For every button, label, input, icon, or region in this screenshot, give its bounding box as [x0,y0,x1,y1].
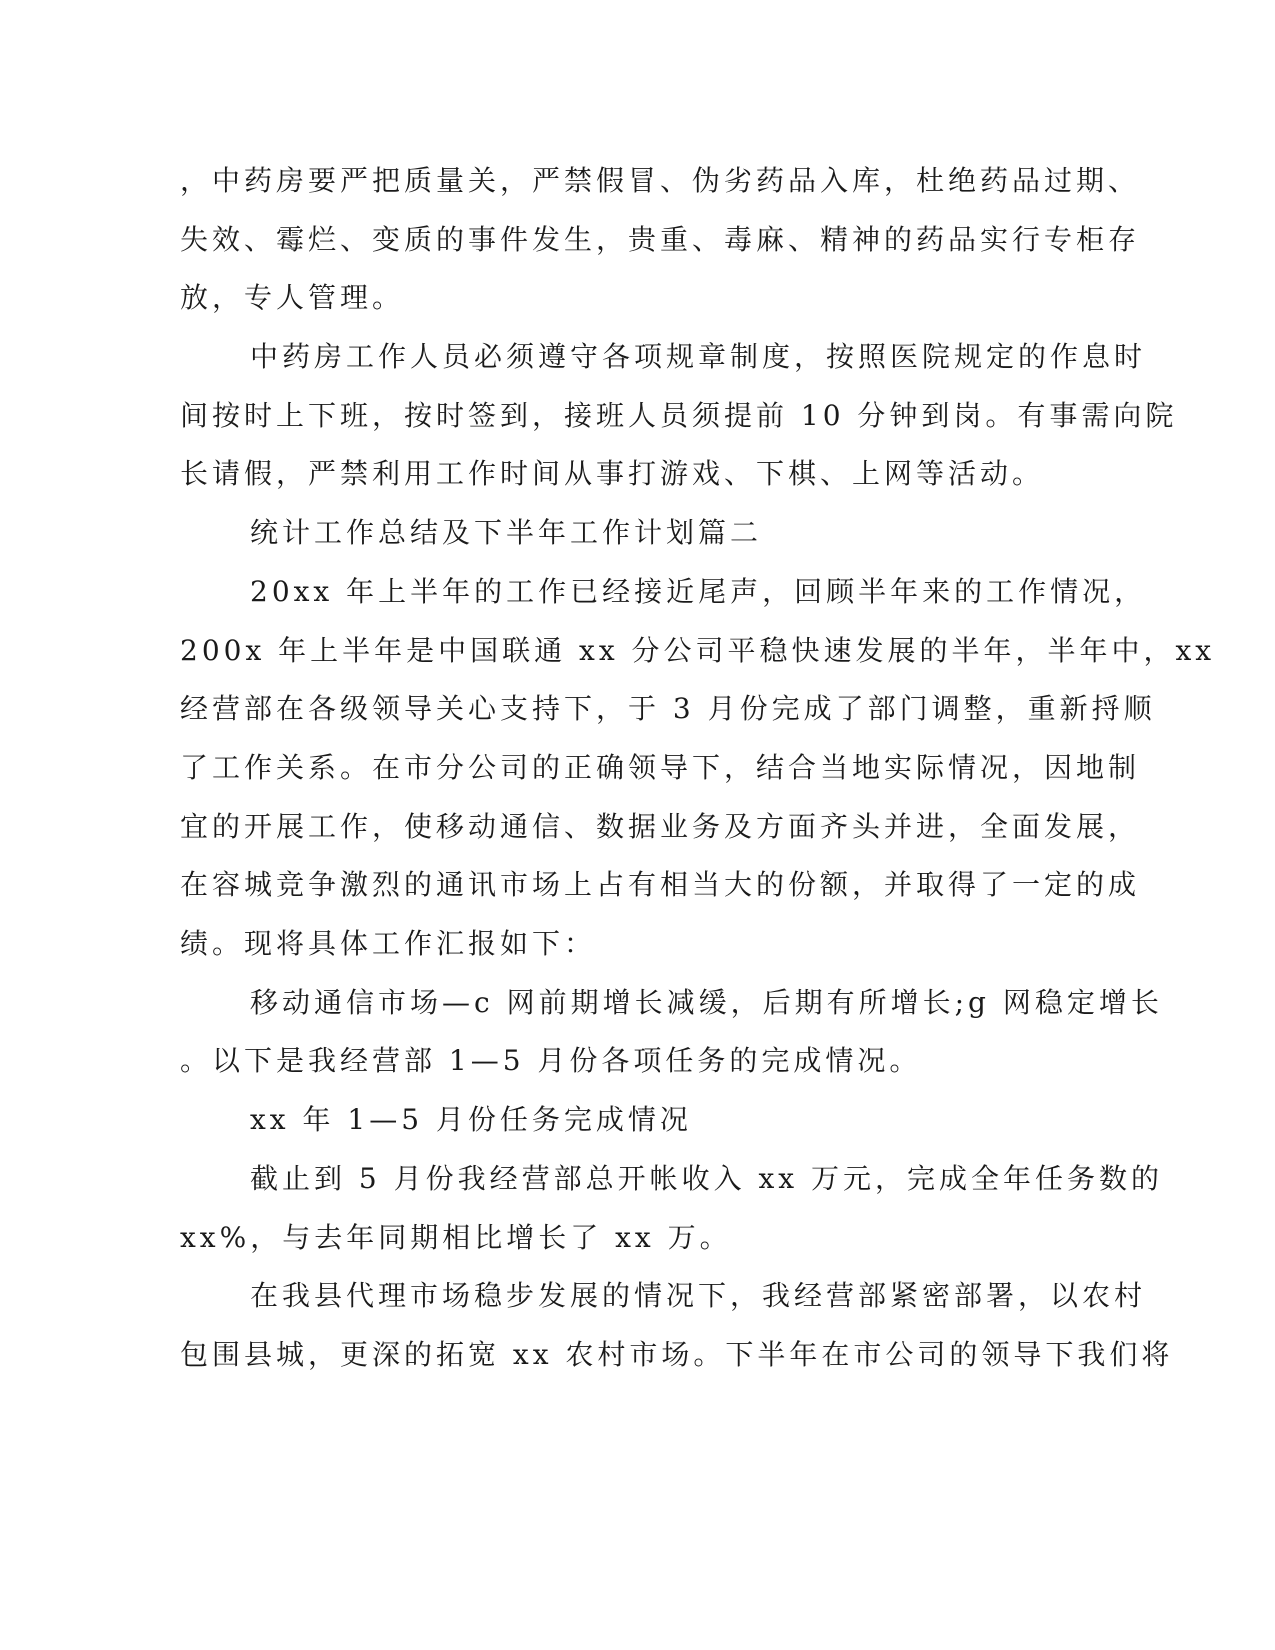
text-line: 在我县代理市场稳步发展的情况下，我经营部紧密部署，以农村 [250,1279,1147,1312]
text-line: 绩。现将具体工作汇报如下： [180,927,597,960]
text-line: 经营部在各级领导关心支持下，于 3 月份完成了部门调整，重新捋顺 [180,692,1156,725]
text-line: 了工作关系。在市分公司的正确领导下，结合当地实际情况，因地制 [180,751,1141,784]
text-line: 200x 年上半年是中国联通 xx 分公司平稳快速发展的半年，半年中，xx [180,634,1216,667]
text-line: xx%，与去年同期相比增长了 xx 万。 [180,1221,732,1254]
text-line: 宜的开展工作，使移动通信、数据业务及方面齐头并进，全面发展， [180,810,1141,843]
text-line: 。以下是我经营部 1—5 月份各项任务的完成情况。 [180,1044,922,1077]
text-line: ，中药房要严把质量关，严禁假冒、伪劣药品入库，杜绝药品过期、 [180,164,1141,197]
text-line: 间按时上下班，按时签到，接班人员须提前 10 分钟到岗。有事需向院 [180,399,1178,432]
text-line: 包围县城，更深的拓宽 xx 农村市场。下半年在市公司的领导下我们将 [180,1338,1174,1371]
subheading: xx 年 1—5 月份任务完成情况 [250,1103,692,1136]
text-line: 失效、霉烂、变质的事件发生，贵重、毒麻、精神的药品实行专柜存 [180,223,1141,256]
text-line: 在容城竞争激烈的通讯市场上占有相当大的份额，并取得了一定的成 [180,868,1141,901]
text-line: 截止到 5 月份我经营部总开帐收入 xx 万元，完成全年任务数的 [250,1162,1164,1195]
section-heading: 统计工作总结及下半年工作计划篇二 [250,516,763,549]
text-line: 长请假，严禁利用工作时间从事打游戏、下棋、上网等活动。 [180,457,1045,490]
text-line: 移动通信市场—c 网前期增长减缓，后期有所增长;g 网稳定增长 [250,986,1163,1019]
text-line: 放，专人管理。 [180,281,405,314]
text-line: 中药房工作人员必须遵守各项规章制度，按照医院规定的作息时 [250,340,1147,373]
text-line: 20xx 年上半年的工作已经接近尾声，回顾半年来的工作情况， [250,575,1147,608]
